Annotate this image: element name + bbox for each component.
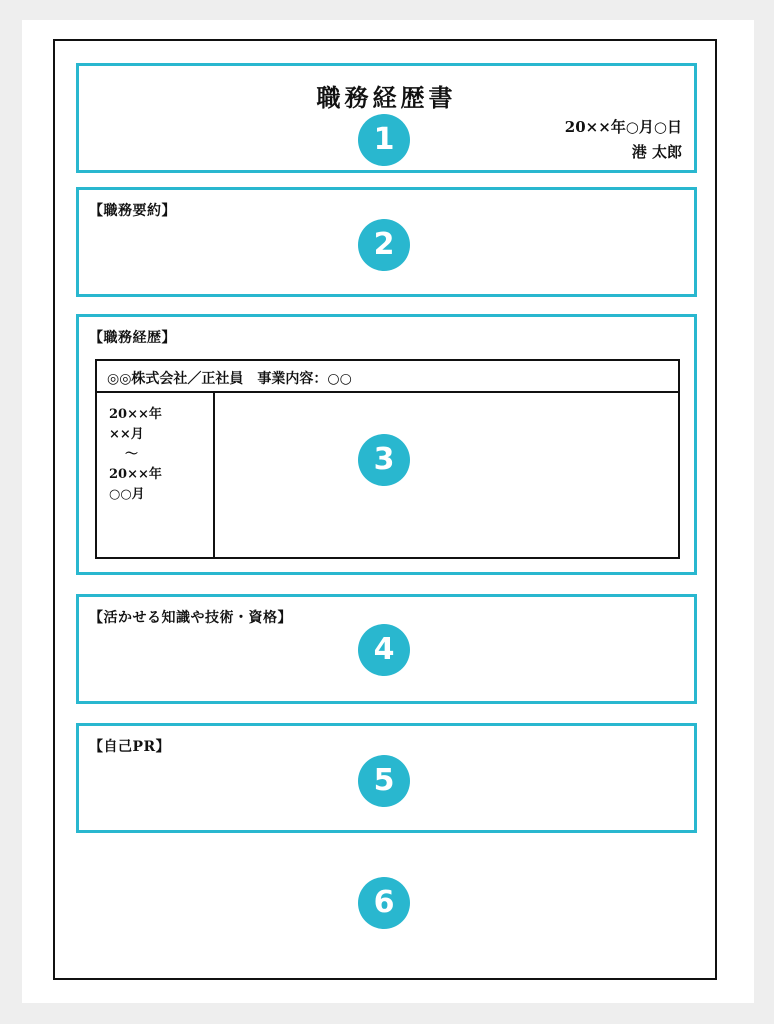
section-self-pr (76, 723, 697, 833)
skills-label: 【活かせる知識や技術・資格】 (89, 610, 292, 626)
badge-4: 4 (358, 624, 410, 676)
period-end-year: 20××年 (109, 467, 162, 482)
period-start-month: ××月 (109, 427, 144, 442)
period-start-year: 20××年 (109, 407, 162, 422)
document-date: 20××年○月○日 (564, 118, 682, 136)
career-company-line: ◎◎株式会社／正社員 事業内容：○○ (97, 361, 678, 393)
badge-3: 3 (358, 434, 410, 486)
section-skills (76, 594, 697, 704)
section-summary (76, 187, 697, 297)
period-tilde: 〜 (125, 447, 139, 462)
summary-label: 【職務要約】 (89, 203, 176, 219)
career-period (97, 393, 215, 557)
period-end-month: ○○月 (109, 487, 145, 502)
section-career (76, 314, 697, 575)
self-pr-label: 【自己PR】 (89, 739, 171, 755)
document-title: 職務経歴書 (316, 83, 457, 112)
section-header (76, 63, 697, 173)
badge-1: 1 (358, 114, 410, 166)
badge-6: 6 (358, 877, 410, 929)
career-label: 【職務経歴】 (89, 330, 176, 346)
badge-5: 5 (358, 755, 410, 807)
badge-2: 2 (358, 219, 410, 271)
author-name: 港 太郎 (631, 143, 682, 161)
